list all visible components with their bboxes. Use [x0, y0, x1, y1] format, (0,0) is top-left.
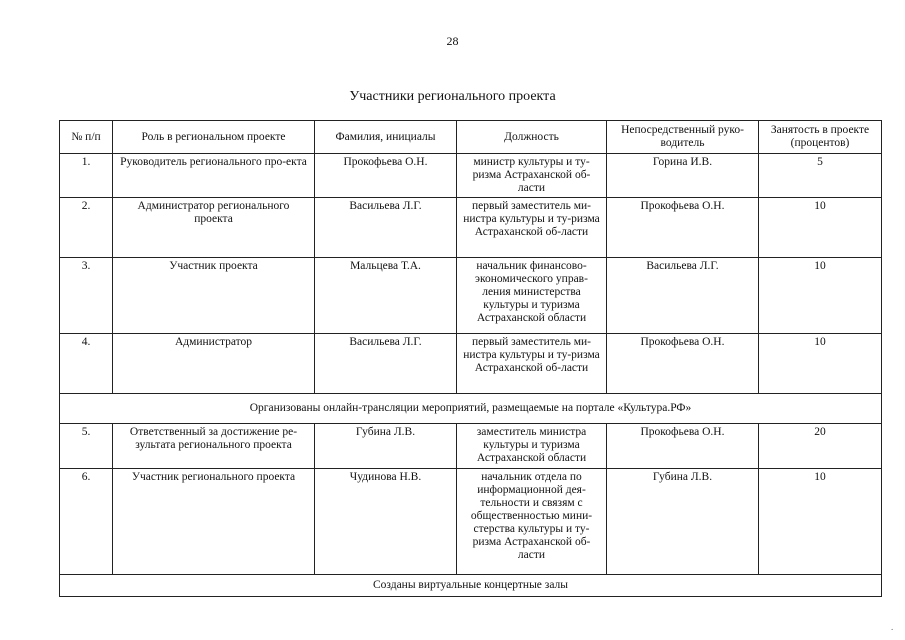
row-name: Васильева Л.Г.	[315, 198, 457, 258]
table-row	[60, 198, 882, 258]
header-role: Роль в региональном проекте	[113, 121, 315, 154]
participants-table	[59, 120, 882, 597]
table-row	[60, 424, 882, 469]
row-load: 5	[759, 154, 882, 198]
header-supervisor: Непосредственный руко-водитель	[607, 121, 759, 154]
row-position: министр культуры и ту-ризма Астраханской об-ласти	[457, 154, 607, 198]
table-row	[60, 469, 882, 575]
row-load: 20	[759, 424, 882, 469]
row-name: Васильева Л.Г.	[315, 334, 457, 394]
row-supervisor: Горина И.В.	[607, 154, 759, 198]
section-row	[60, 394, 882, 424]
row-position: начальник финансово-экономического управ-ления министерства культуры и туризма Астраханской области	[457, 258, 607, 334]
row-num: 4.	[60, 334, 113, 394]
row-load: 10	[759, 334, 882, 394]
row-role: Администратор регионального проекта	[113, 198, 315, 258]
section-heading: Созданы виртуальные концертные залы	[60, 575, 882, 597]
row-name: Прокофьева О.Н.	[315, 154, 457, 198]
row-role: Руководитель регионального про-екта	[113, 154, 315, 198]
table-row	[60, 154, 882, 198]
row-name: Чудинова Н.В.	[315, 469, 457, 575]
row-position: первый заместитель ми-нистра культуры и ту-ризма Астраханской об-ласти	[457, 198, 607, 258]
row-supervisor: Губина Л.В.	[607, 469, 759, 575]
row-load: 10	[759, 258, 882, 334]
row-role: Администратор	[113, 334, 315, 394]
table-row	[60, 258, 882, 334]
row-role: Участник регионального проекта	[113, 469, 315, 575]
row-load: 10	[759, 469, 882, 575]
table-header-row	[60, 121, 882, 154]
row-num: 1.	[60, 154, 113, 198]
row-supervisor: Прокофьева О.Н.	[607, 424, 759, 469]
page-mark: .	[891, 622, 894, 632]
header-num: № п/п	[60, 121, 113, 154]
page-number: 28	[446, 34, 459, 48]
document-title: Участники регионального проекта	[349, 89, 556, 104]
row-name: Губина Л.В.	[315, 424, 457, 469]
section-row	[60, 575, 882, 597]
row-position: заместитель министра культуры и туризма Астраханской области	[457, 424, 607, 469]
table-row	[60, 334, 882, 394]
row-supervisor: Прокофьева О.Н.	[607, 198, 759, 258]
row-num: 6.	[60, 469, 113, 575]
header-load: Занятость в проекте (процентов)	[759, 121, 882, 154]
section-heading: Организованы онлайн-трансляции мероприятий, размещаемые на портале «Культура.РФ»	[60, 394, 882, 424]
row-supervisor: Васильева Л.Г.	[607, 258, 759, 334]
row-num: 5.	[60, 424, 113, 469]
row-supervisor: Прокофьева О.Н.	[607, 334, 759, 394]
row-position: первый заместитель ми-нистра культуры и ту-ризма Астраханской об-ласти	[457, 334, 607, 394]
row-num: 2.	[60, 198, 113, 258]
header-position: Должность	[457, 121, 607, 154]
row-load: 10	[759, 198, 882, 258]
row-name: Мальцева Т.А.	[315, 258, 457, 334]
row-role: Участник проекта	[113, 258, 315, 334]
row-role: Ответственный за достижение ре-зультата регионального проекта	[113, 424, 315, 469]
row-position: начальник отдела по информационной дея-тельности и связям с общественностью мини-стерства культуры и ту-ризма Астраханской об-ласти	[457, 469, 607, 575]
header-name: Фамилия, инициалы	[315, 121, 457, 154]
row-num: 3.	[60, 258, 113, 334]
